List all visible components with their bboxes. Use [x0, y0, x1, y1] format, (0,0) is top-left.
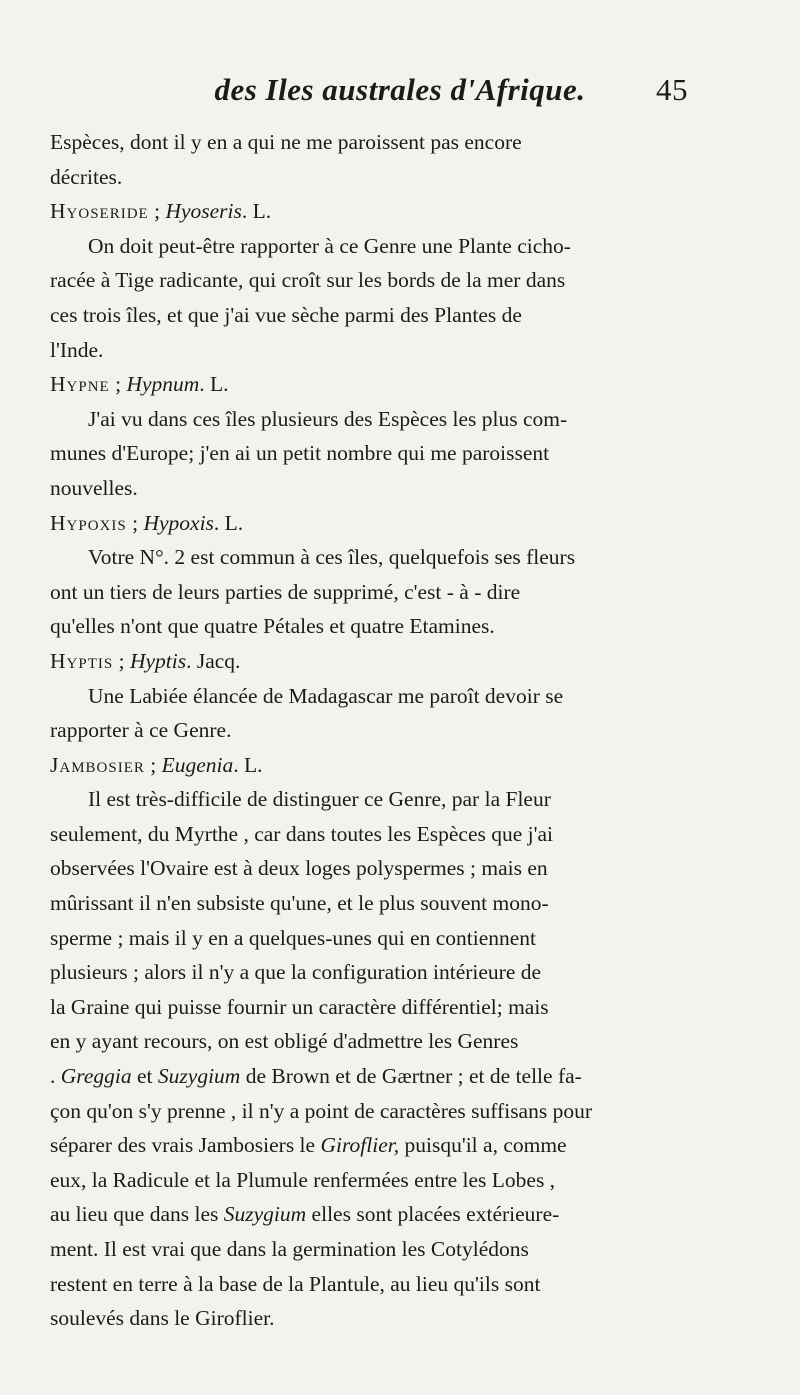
text-line: ont un tiers de leurs parties de supprimé, c'est - à - dire — [50, 579, 521, 604]
entry-heading — [50, 367, 780, 402]
text-line: seulement, du Myrthe , car dans toutes les Espèces que j'ai — [50, 821, 554, 846]
author-abbrev: . L. — [213, 510, 244, 535]
entry-name: Hyptis — [50, 648, 114, 673]
italic-term: Greggia — [60, 1064, 132, 1089]
latin-name: Eugenia — [161, 752, 234, 777]
entry-heading — [50, 644, 780, 679]
entry-name: Hypne — [50, 372, 110, 397]
text-line: On doit peut-être rapporter à ce Genre une Plante cicho- — [88, 233, 571, 258]
entry-separator: ; — [148, 199, 166, 224]
text-line: munes d'Europe; j'en ai un petit nombre qui me paroissent — [50, 441, 550, 466]
text-line: J'ai vu dans ces îles plusieurs des Espèces les plus com- — [88, 406, 568, 431]
author-abbrev: . L. — [199, 372, 229, 397]
running-header — [120, 72, 688, 108]
text-line: la Graine qui puisse fournir un caractère différentiel; mais — [50, 994, 549, 1019]
text-line: l'Inde. — [50, 337, 104, 362]
text-line: observées l'Ovaire est à deux loges polyspermes ; mais en — [50, 856, 548, 881]
text-line: plusieurs ; alors il n'y a que la configuration intérieure de — [50, 960, 542, 985]
latin-name: Hypoxis — [143, 510, 214, 535]
text-line: en y ayant recours, on est obligé d'admettre les Genres — [50, 1029, 519, 1054]
italic-term: Suzygium — [223, 1202, 307, 1227]
entry-separator: ; — [109, 372, 127, 397]
entry-heading — [50, 506, 780, 541]
entry-name: Hypoxis — [50, 510, 127, 535]
text-line: soulevés dans le Giroflier. — [50, 1306, 275, 1331]
text-segment: séparer des vrais Jambosiers le — [50, 1133, 321, 1158]
text-line: eux, la Radicule et la Plumule renfermées entre les Lobes , — [50, 1167, 556, 1192]
text-line: Votre N°. 2 est commun à ces îles, quelquefois ses fleurs — [88, 545, 576, 570]
text-line: ces trois îles, et que j'ai vue sèche parmi des Plantes de — [50, 302, 522, 327]
text-line: ment. Il est vrai que dans la germination les Cotylédons — [50, 1237, 529, 1261]
entry-separator: ; — [144, 752, 162, 777]
text-segment: au lieu que dans les — [50, 1202, 224, 1227]
text-line — [50, 1128, 780, 1163]
text-segment: puisqu'il a, comme — [399, 1133, 567, 1158]
text-line: Une Labiée élancée de Madagascar me paroît devoir se — [88, 683, 564, 708]
text-segment: de Brown et de Gærtner ; et de telle fa- — [240, 1064, 582, 1089]
text-line — [50, 1197, 780, 1232]
text-line: rapporter à ce Genre. — [50, 718, 232, 743]
text-segment: elles sont placées extérieure- — [306, 1202, 560, 1227]
text-line: Il est très-difficile de distinguer ce Genre, par la Fleur — [88, 787, 551, 812]
entry-heading — [50, 194, 780, 229]
text-line: Espèces, dont il y en a qui ne me paroissent pas encore — [50, 130, 522, 154]
text-line: çon qu'on s'y prenne , il n'y a point de caractères suffisans pour — [50, 1098, 593, 1123]
text-line: nouvelles. — [50, 475, 138, 500]
text-line: mûrissant il n'en subsiste qu'une, et le plus souvent mono- — [50, 891, 549, 916]
latin-name: Hyptis — [129, 648, 187, 673]
italic-term: Suzygium — [157, 1064, 241, 1089]
header-title: des Iles australes d'Afrique. — [214, 72, 586, 107]
text-line: racée à Tige radicante, qui croît sur les bords de la mer dans — [50, 268, 566, 293]
author-abbrev: . Jacq. — [186, 648, 241, 673]
author-abbrev: . L. — [241, 199, 272, 224]
entry-separator: ; — [126, 510, 144, 535]
page-number: 45 — [656, 72, 688, 107]
text-line: qu'elles n'ont que quatre Pétales et quatre Etamines. — [50, 614, 495, 639]
text-segment: et — [131, 1064, 158, 1089]
entry-heading — [50, 748, 780, 783]
text-line — [50, 1059, 780, 1094]
latin-name: Hyoseris — [165, 199, 242, 224]
text-segment: . — [50, 1064, 61, 1089]
entry-name: Jambosier — [50, 752, 145, 777]
author-abbrev: . L. — [233, 752, 263, 777]
text-line: sperme ; mais il y en a quelques-unes qui en contiennent — [50, 925, 537, 950]
text-line: décrites. — [50, 164, 123, 189]
entry-name: Hyoseride — [50, 199, 149, 224]
entry-separator: ; — [113, 648, 130, 673]
body-text — [50, 125, 780, 1336]
text-line: restent en terre à la base de la Plantule, au lieu qu'ils sont — [50, 1271, 541, 1296]
italic-term: Giroflier, — [320, 1133, 400, 1158]
latin-name: Hypnum — [126, 372, 200, 397]
